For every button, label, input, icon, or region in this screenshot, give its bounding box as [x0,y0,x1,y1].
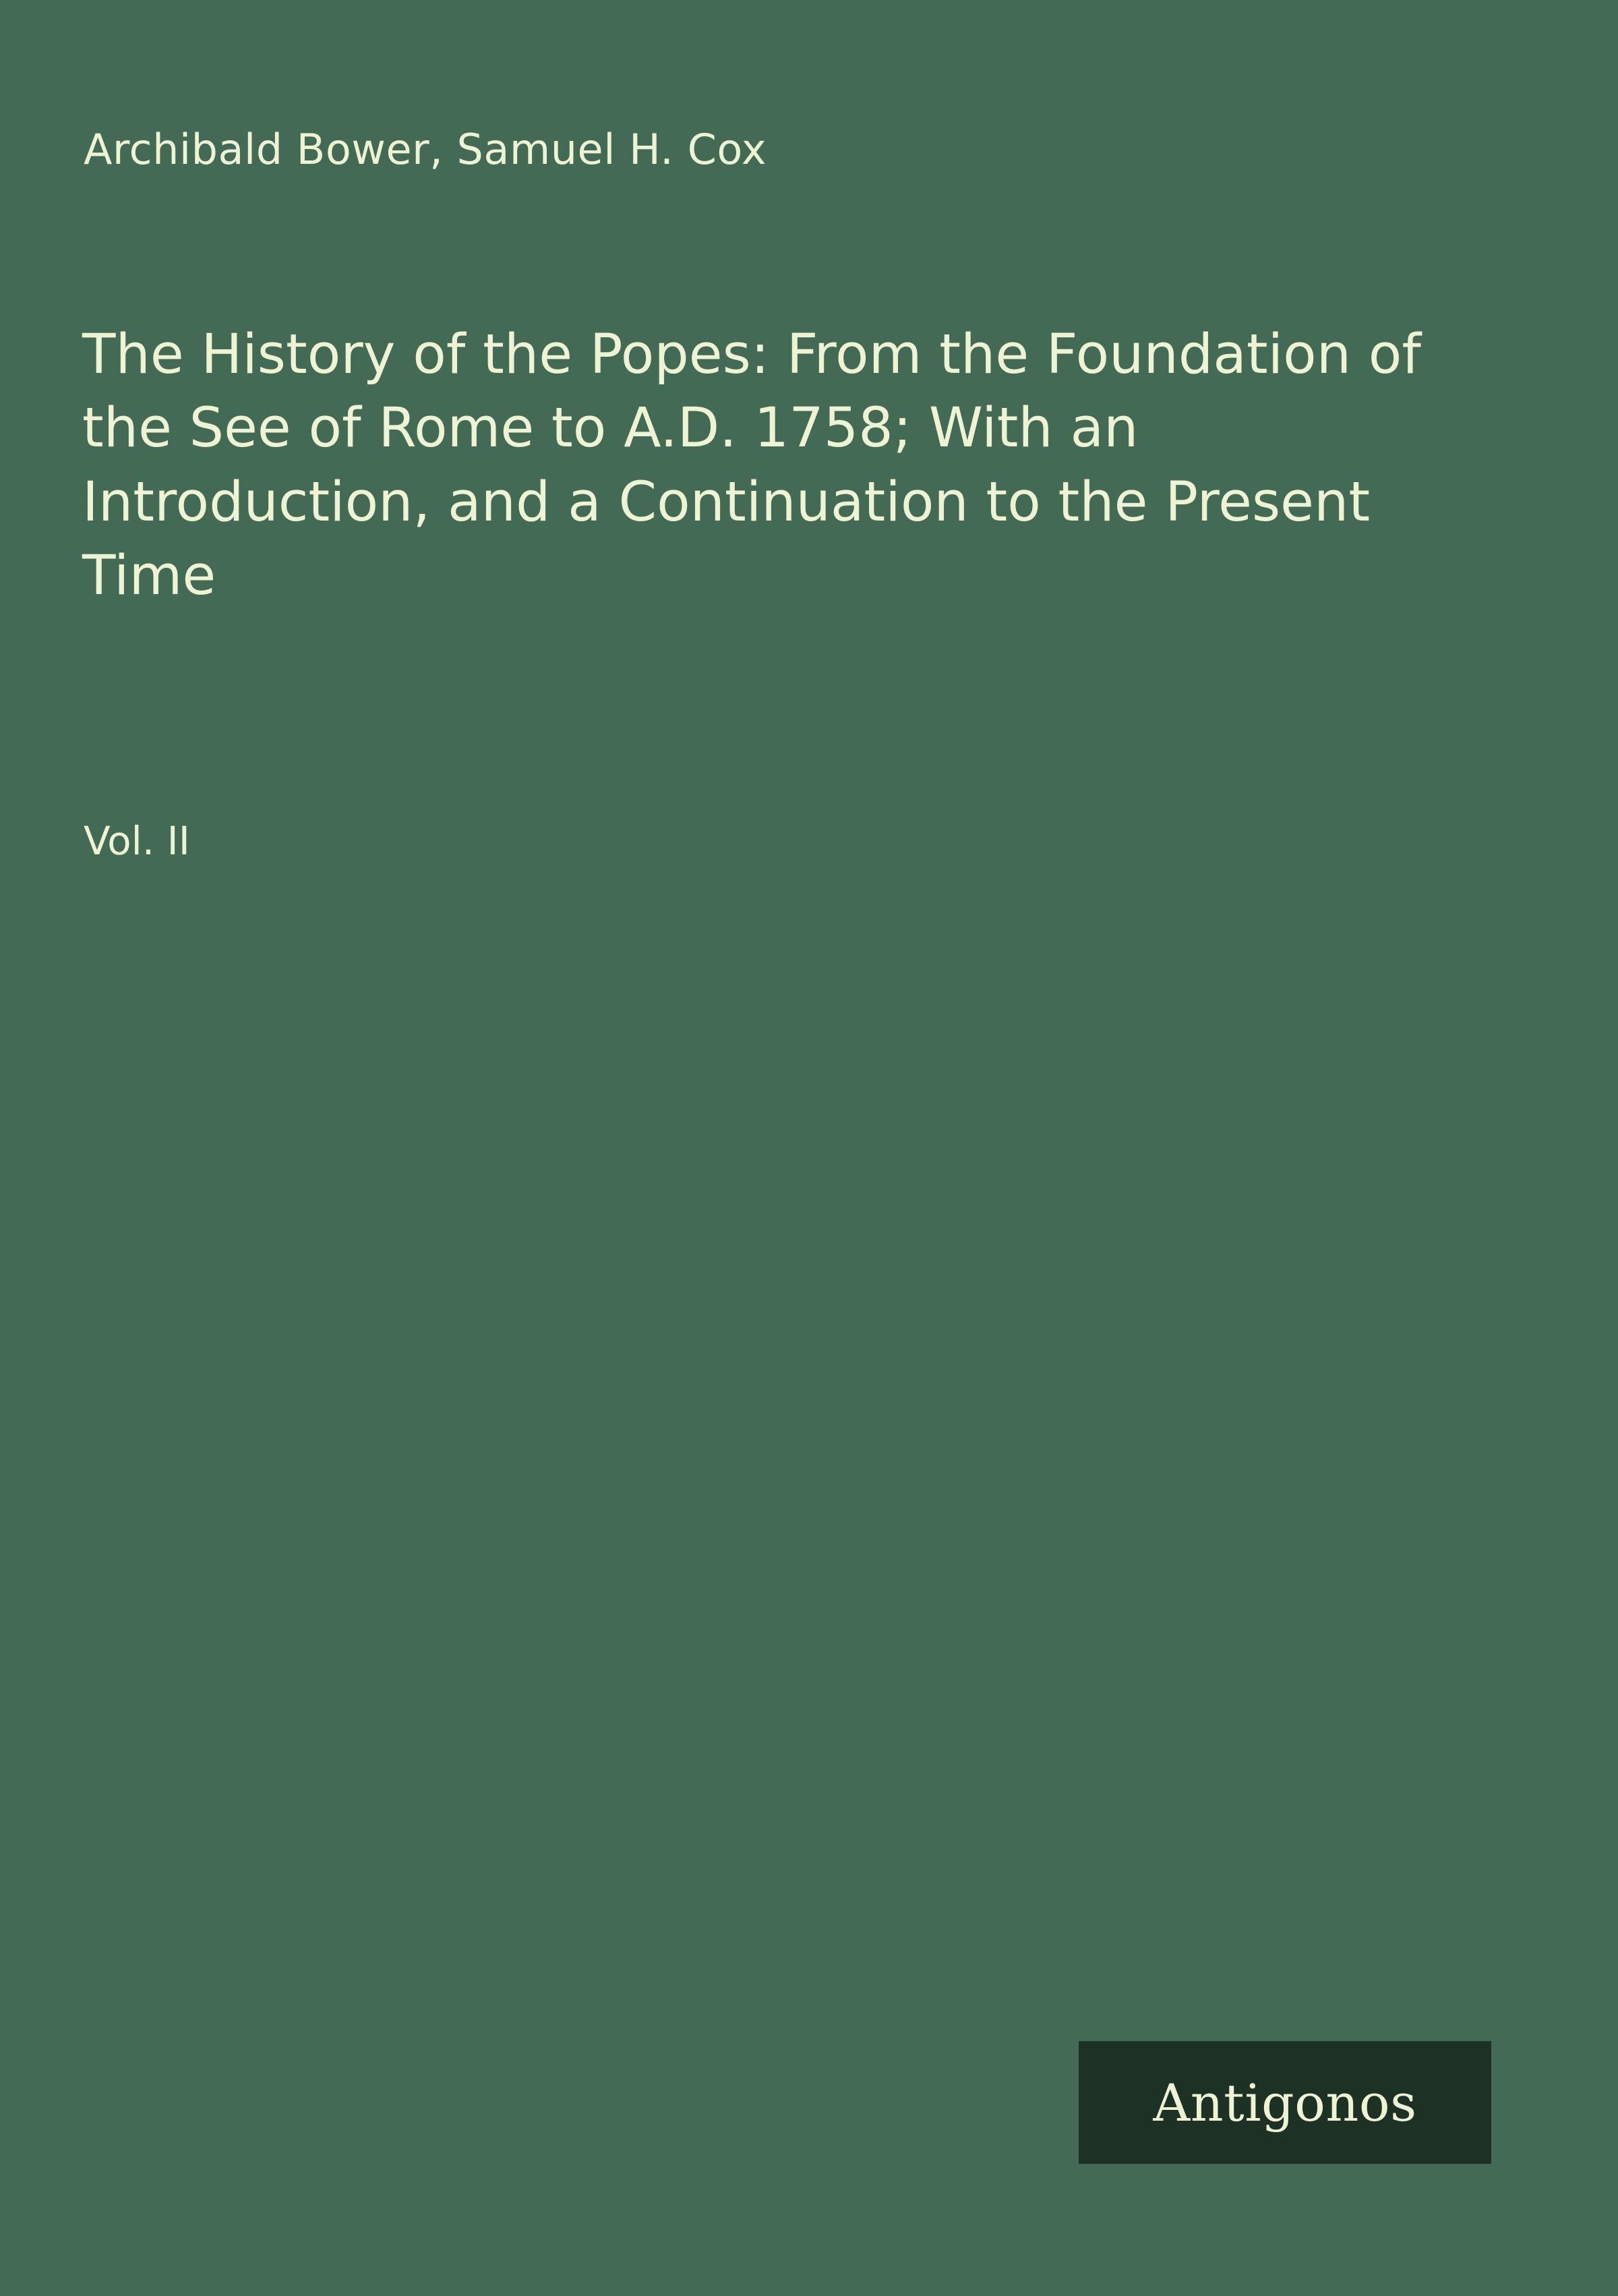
author-names: Archibald Bower, Samuel H. Cox [84,125,767,174]
publisher-name: Antigonos [1153,2072,1417,2133]
publisher-badge [1079,2041,1491,2164]
volume-label: Vol. II [84,818,190,864]
book-title: The History of the Popes: From the Foundation of the See of Rome to A.D. 1758; With an Introduction, and a Continuation to the Present Time [82,323,1421,608]
